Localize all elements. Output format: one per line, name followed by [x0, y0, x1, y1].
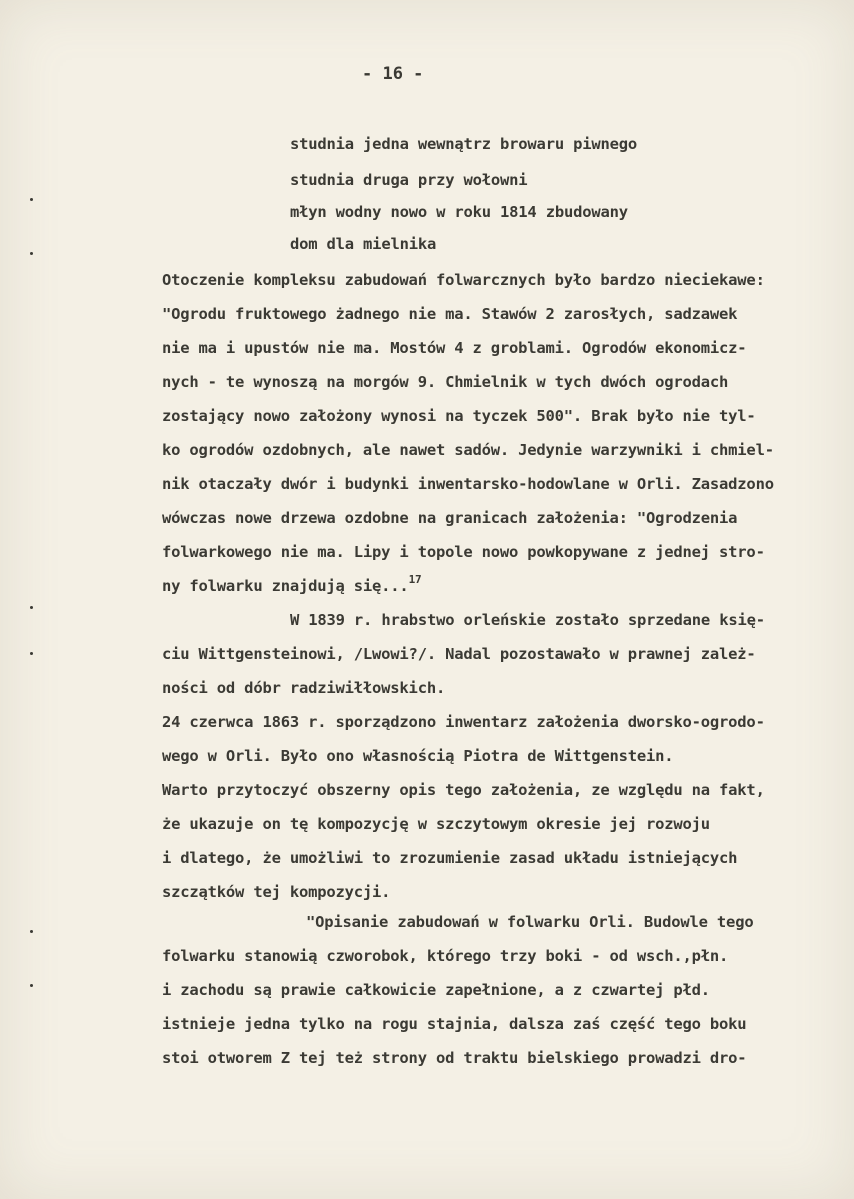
- body-line: nik otaczały dwór i budynki inwentarsko-hodowlane w Orli. Zasadzono: [162, 475, 774, 493]
- inventory-line: studnia jedna wewnątrz browaru piwnego: [290, 135, 638, 153]
- body-line: ciu Wittgensteinowi, /Lwowi?/. Nadal pozostawało w prawnej zależ-: [162, 645, 756, 663]
- footnote-marker: 17: [408, 573, 422, 586]
- margin-speck: [30, 930, 33, 933]
- inventory-line: studnia druga przy wołowni: [290, 171, 528, 189]
- page-number: - 16 -: [362, 64, 424, 84]
- body-line-text: ny folwarku znajdują się...: [162, 577, 409, 595]
- body-line: W 1839 r. hrabstwo orleńskie zostało sprzedane księ-: [290, 611, 765, 629]
- body-line: [162, 573, 422, 596]
- body-line: folwarku stanowią czworobok, którego trzy boki - od wsch.,płn.: [162, 947, 729, 965]
- margin-speck: [30, 652, 33, 655]
- body-line: Otoczenie kompleksu zabudowań folwarcznych było bardzo nieciekawe:: [162, 271, 765, 289]
- body-line: szczątków tej kompozycji.: [162, 883, 391, 901]
- body-line: że ukazuje on tę kompozycję w szczytowym okresie jej rozwoju: [162, 815, 710, 833]
- body-line: ko ogrodów ozdobnych, ale nawet sadów. Jedynie warzywniki i chmiel-: [162, 441, 774, 459]
- body-line: istnieje jedna tylko na rogu stajnia, dalsza zaś część tego boku: [162, 1015, 747, 1033]
- margin-speck: [30, 252, 33, 255]
- body-line: folwarkowego nie ma. Lipy i topole nowo powkopywane z jednej stro-: [162, 543, 765, 561]
- inventory-line: dom dla mielnika: [290, 235, 437, 253]
- body-line: Warto przytoczyć obszerny opis tego założenia, ze względu na fakt,: [162, 781, 765, 799]
- inventory-line: młyn wodny nowo w roku 1814 zbudowany: [290, 203, 628, 221]
- body-line: nie ma i upustów nie ma. Mostów 4 z groblami. Ogrodów ekonomicz-: [162, 339, 747, 357]
- body-line: 24 czerwca 1863 r. sporządzono inwentarz założenia dworsko-ogrodo-: [162, 713, 765, 731]
- body-line: i dlatego, że umożliwi to zrozumienie zasad układu istniejących: [162, 849, 738, 867]
- margin-speck: [30, 198, 33, 201]
- body-line: stoi otworem Z tej też strony od traktu bielskiego prowadzi dro-: [162, 1049, 747, 1067]
- margin-speck: [30, 606, 33, 609]
- body-line: ności od dóbr radziwiłłowskich.: [162, 679, 446, 697]
- margin-speck: [30, 984, 33, 987]
- body-line: "Opisanie zabudowań w folwarku Orli. Budowle tego: [306, 913, 754, 931]
- body-line: "Ogrodu fruktowego żadnego nie ma. Stawów 2 zarosłych, sadzawek: [162, 305, 738, 323]
- body-line: wego w Orli. Było ono własnością Piotra de Wittgenstein.: [162, 747, 674, 765]
- body-line: wówczas nowe drzewa ozdobne na granicach założenia: "Ogrodzenia: [162, 509, 738, 527]
- body-line: zostający nowo założony wynosi na tyczek 500". Brak było nie tyl-: [162, 407, 756, 425]
- body-line: i zachodu są prawie całkowicie zapełnione, a z czwartej płd.: [162, 981, 710, 999]
- body-line: nych - te wynoszą na morgów 9. Chmielnik w tych dwóch ogrodach: [162, 373, 729, 391]
